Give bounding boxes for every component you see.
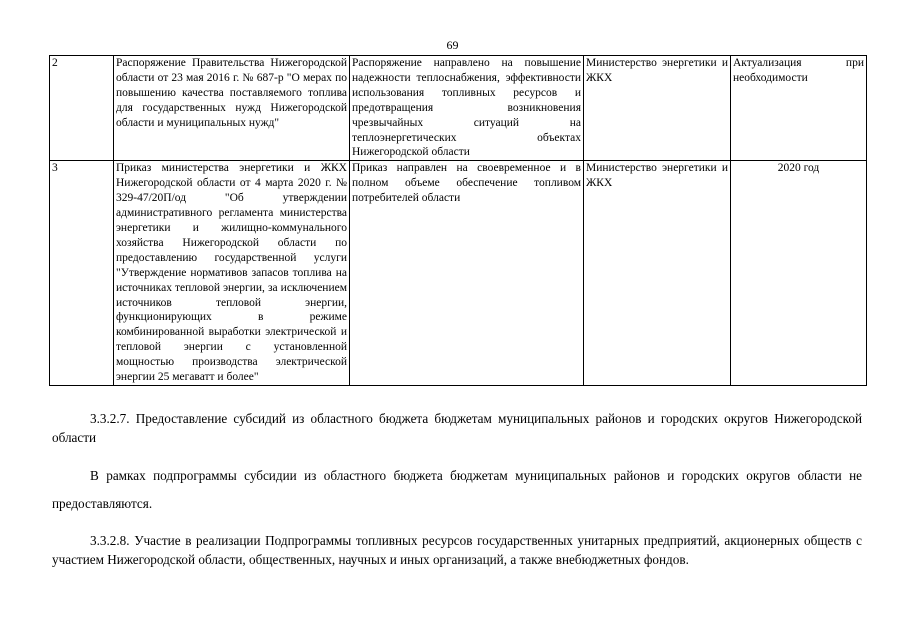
section-heading-3-3-2-7: 3.3.2.7. Предоставление субсидий из областного бюджета бюджетам муниципальных районов и городских округов Нижегородской области [52, 411, 862, 445]
page-number: 69 [446, 38, 459, 52]
table-row [50, 56, 867, 161]
section-heading-3-3-2-8: 3.3.2.8. Участие в реализации Подпрограммы топливных ресурсов государственных унитарных предприятий, акционерных обществ с участием Нижегородской области, общественных, научных и иных организаций, а также внебюджетных фондов. [52, 533, 862, 567]
deadline-cell: Актуализация при необходимости [731, 56, 867, 161]
executor-cell: Министерство энергетики и ЖКХ [584, 161, 731, 386]
description-cell: Распоряжение направлено на повышение надежности теплоснабжения, эффективности использования топливных ресурсов и предотвращения возникновения чрезвычайных ситуаций на теплоэнергетических объектах Нижегородской области [350, 56, 584, 161]
measures-table [49, 55, 867, 386]
row-number-cell: 2 [50, 56, 114, 161]
deadline-cell: 2020 год [731, 161, 867, 386]
document-cell: Приказ министерства энергетики и ЖКХ Нижегородской области от 4 марта 2020 г. № 329-47/20П/од "Об утверждении административного регламента министерства энергетики и жилищно-коммунального хозяйства Нижегородской области по предоставлению государственной услуги "Утверждение нормативов запасов топлива на источниках тепловой энергии, за исключением источников тепловой энергии, функционирующих в режиме комбинированной выработки электрической и тепловой энергии с установленной мощностью производства электрической энергии 25 мегаватт и более" [114, 161, 350, 386]
executor-cell: Министерство энергетики и ЖКХ [584, 56, 731, 161]
table-row [50, 161, 867, 386]
subsidies-paragraph: В рамках подпрограммы субсидии из областного бюджета бюджетам муниципальных районов и городских округов области не предоставляются. [52, 468, 862, 511]
row-number-cell: 3 [50, 161, 114, 386]
description-cell: Приказ направлен на своевременное и в полном объеме обеспечение топливом потребителей области [350, 161, 584, 386]
document-cell: Распоряжение Правительства Нижегородской области от 23 мая 2016 г. № 687-р "О мерах по повышению качества поставляемого топлива для государственных нужд Нижегородской области и муниципальных нужд" [114, 56, 350, 161]
